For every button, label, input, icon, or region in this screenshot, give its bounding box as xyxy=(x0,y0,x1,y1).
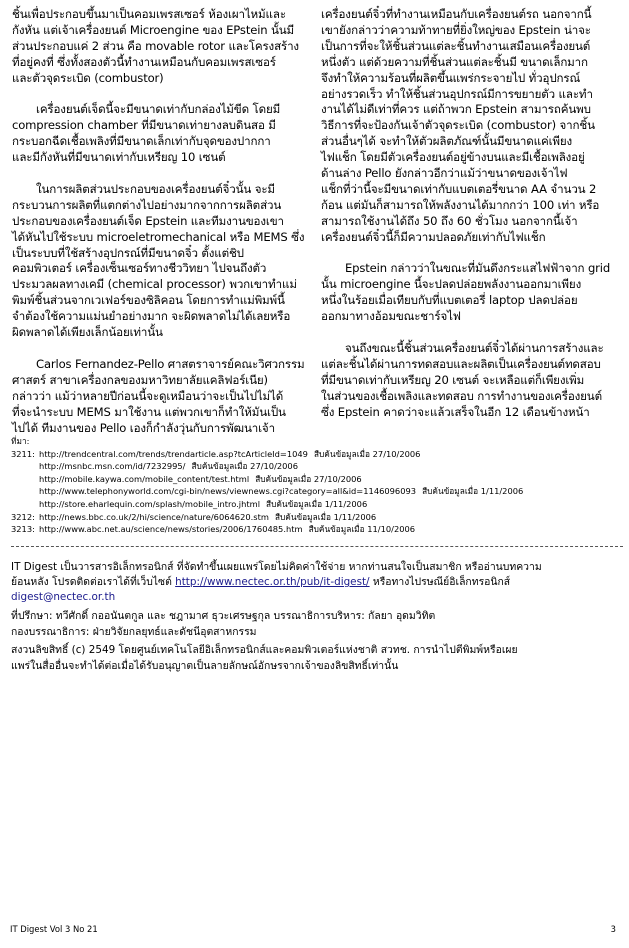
digest-contact-prefix: ย้อนหลัง โปรดติดต่อเราได้ที่เว็บไซต์ xyxy=(11,576,176,588)
article-line: ด้านล่าง Pello ยังกล่าวอีกว่าแม้ว่าขนาดของเจ้าไฟ xyxy=(321,166,568,181)
article-line: ประมวลผลทางเคมี (chemical processor) พวกเขาทำแม่ xyxy=(12,277,297,292)
article-line: เครื่องยนต์เจ็ดนี้จะมีขนาดเท่ากับกล่องไม้ขีด โดยมี xyxy=(36,102,281,117)
reference-url[interactable]: http://www.telephonyworld.com/cgi-bin/news/viewnews.cgi?category=all&id=1146096093 xyxy=(39,486,417,497)
digest-info xyxy=(11,560,623,605)
digest-email-link[interactable]: digest@nectec.or.th xyxy=(11,591,116,603)
references-list xyxy=(11,448,621,536)
article-line: ชิ้นเพื่อประกอบขึ้นมาเป็นคอมเพรสเซอร์ ห้องเผาไหม้และ xyxy=(12,7,286,21)
article-line: กล่าวว่า แม้ว่าหลายปีก่อนนี้จะดูเหมือนว่าจะเป็นไปไม่ได้ xyxy=(12,388,284,403)
article-line: ส่วนอื่นๆได้ จะทำให้ตัวผลิตภัณฑ์นั้นมีขนาดแค่เพียง xyxy=(321,134,573,149)
digest-contact-suffix: หรือทางไปรษณีย์อิเล็กทรอนิกส์ xyxy=(369,576,511,588)
article-line: ในการผลิตส่วนประกอบของเครื่องยนต์จิ๋วนั้น จะมี xyxy=(36,181,275,196)
reference-url[interactable]: http://trendcentral.com/trends/trendarticle.asp?tcArticleId=1049 xyxy=(39,448,308,459)
article-paragraph xyxy=(321,261,621,325)
article-line: ศาสตร์ สาขาเครื่องกลของมหาวิทยาลัยแคลิฟอร์เนีย) xyxy=(12,372,268,387)
article-paragraph xyxy=(12,182,310,341)
article-line: จึงทำให้ความร้อนที่ผลิตขึ้นแพร่กระจายไป ทั่วอุปกรณ์ xyxy=(321,70,581,85)
editorial-line: กองบรรณาธิการ: ฝ่ายวิจัยกลยุทธ์และดัชนีอุตสาหกรรม xyxy=(11,625,257,638)
footer-page-number: 3 xyxy=(610,924,616,934)
reference-entry xyxy=(11,460,621,473)
reference-entry xyxy=(11,473,621,486)
article-line: คอมพิวเตอร์ เครื่องเซ็นเซอร์ทางชีววิทยา ไปจนถึงตัว xyxy=(12,261,267,276)
references-section xyxy=(11,435,621,536)
article-line: เขายังกล่าวว่าความท้าทายที่ยิ่งใหญ่ของ Epstein น่าจะ xyxy=(321,22,591,37)
reference-entry xyxy=(11,498,621,511)
reference-url[interactable]: http://news.bbc.co.uk/2/hi/science/nature/6064620.stm xyxy=(39,511,269,522)
article-line: Carlos Fernandez-Pello ศาสตราจารย์คณะวิศวกรรม xyxy=(36,356,305,371)
article-line: ไปได้ ทีมงานของ Pello เองก็กำลังวุ่นกับการพัฒนาเจ้า xyxy=(12,420,275,435)
footer-publication: IT Digest Vol 3 No 21 xyxy=(10,924,98,934)
digest-contact-line xyxy=(11,575,623,590)
reference-url[interactable]: http://mobile.kaywa.com/mobile_content/test.html xyxy=(39,473,250,484)
reference-accessed-date: สืบค้นข้อมูลเมื่อ 1/11/2006 xyxy=(274,511,377,522)
digest-description: IT Digest เป็นวารสารอิเล็กทรอนิกส์ ที่จัดทำขึ้นเผยแพร่โดยไม่คิดค่าใช้จ่าย หากท่านสนใจเป็นสมาชิก หรืออ่านบทความ xyxy=(11,561,542,573)
reference-url[interactable]: http://store.eharlequin.com/splash/mobile_intro.jhtml xyxy=(39,498,261,509)
article-line: ที่จะนำระบบ MEMS มาใช้งาน แต่พวกเขาก็ทำให้มันเป็น xyxy=(12,404,286,419)
reference-accessed-date: สืบค้นข้อมูลเมื่อ 1/11/2006 xyxy=(422,486,524,497)
article-paragraph xyxy=(12,102,310,166)
copyright-line-1: สงวนลิขสิทธิ์ (c) 2549 โดยศูนย์เทคโนโลยีอิเล็กทรอนิกส์และคอมพิวเตอร์แห่งชาติ สวทช. การนำไปตีพิมพ์หรือเผย xyxy=(11,644,518,657)
article-line: ซึ่ง Epstein คาดว่าจะแล้วเสร็จในอีก 12 เดือนข้างหน้า xyxy=(321,404,590,419)
reference-accessed-date: สืบค้นข้อมูลเมื่อ 11/10/2006 xyxy=(308,524,416,535)
reference-entry xyxy=(11,485,621,498)
article-line: และตัวจุดระเบิด (combustor) xyxy=(12,70,164,85)
advisors-line: ที่ปรึกษา: ทวีศักดิ์ กออนันตกูล และ ชฎามาศ ธุวะเศรษฐกุล บรรณาธิการบริหาร: กัลยา อุดมวิทิต xyxy=(11,610,436,622)
article-line: จนถึงขณะนี้ชิ้นส่วนเครื่องยนต์จิ๋วได้ผ่านการสร้างและ xyxy=(345,341,604,355)
reference-accessed-date: สืบค้นข้อมูลเมื่อ 1/11/2006 xyxy=(266,498,368,509)
article-line: กังหัน แต่เจ้าเครื่องยนต์ Microengine ของ EPstein นั้นมี xyxy=(12,22,295,37)
article-paragraph xyxy=(321,341,621,421)
article-line: เป็นการที่จะให้ชิ้นส่วนแต่ละชิ้นทำงานเสมือนเครื่องยนต์ xyxy=(321,38,591,53)
article-line: งานได้ไม่ดีเท่าที่ควร แต่ถ้าพวก Epstein สามารถค้นพบ xyxy=(321,102,591,117)
reference-entry xyxy=(11,523,621,536)
article-line: และมีกังหันที่มีขนาดเท่ากับเหรียญ 10 เซนต์ xyxy=(12,150,226,165)
article-line: เครื่องยนต์จิ๋วที่ทำงานเหมือนกับเครื่องยนต์รถ นอกจากนี้ xyxy=(321,7,592,21)
reference-entry xyxy=(11,511,621,524)
reference-number: 3211: xyxy=(11,448,35,459)
article-paragraph xyxy=(321,7,621,246)
reference-accessed-date: สืบค้นข้อมูลเมื่อ 27/10/2006 xyxy=(313,448,421,459)
digest-website-link[interactable]: http://www.nectec.or.th/pub/it-digest/ xyxy=(175,576,370,588)
article-paragraph xyxy=(12,7,310,87)
article-line: ไฟแช็ก โดยมีตัวเครื่องยนต์อยู่ข้างบนและมีเชื้อเพลิงอยู่ xyxy=(321,150,585,165)
reference-number: 3213: xyxy=(11,524,35,535)
article-line: ประกอบของเครื่องยนต์เจ็ด Epstein และทีมงานของเขา xyxy=(12,213,284,228)
article-line: ส่วนประกอบแค่ 2 ส่วน คือ movable rotor และโครงสร้าง xyxy=(12,38,299,53)
article-line: กระบวนการผลิตที่แตกต่างไปอย่างมากจากการผลิตส่วน xyxy=(12,197,282,212)
article-paragraph xyxy=(12,357,310,437)
dashed-divider xyxy=(11,546,623,547)
article-line: ที่อยู่คงที่ ซึ่งทั้งสองตัวนี้ทำงานเหมือนกับคอมเพรสเซอร์ xyxy=(12,54,276,69)
article-line: เป็นระบบที่ใช้สร้างอุปกรณ์ที่มีขนาดจิ๋ว ตั้งแต่ชิป xyxy=(12,245,244,260)
article-line: อย่างรวดเร็ว ทำให้ชิ้นส่วนอุปกรณ์มีการขยายตัว และทำ xyxy=(321,86,593,101)
article-line: ออกมาทางอ้อมขณะชาร์จไฟ xyxy=(321,309,461,324)
article-line: ในส่วนของเชื้อเพลิงและทดสอบ การทำงานของเครื่องยนต์ xyxy=(321,388,602,403)
credits-section xyxy=(11,609,623,674)
reference-number: 3212: xyxy=(11,511,35,522)
article-line: วิธีการที่จะป้องกันเจ้าตัวจุดระเบิด (combustor) จากชิ้น xyxy=(321,118,595,133)
article-line: ก้อน แต่มันก็สามารถให้พลังงานได้มากกว่า 100 เท่า หรือ xyxy=(321,197,600,212)
article-line: จำต้องใช้ความแม่นยำอย่างมาก จะผิดพลาดไม่ได้เลยหรือ xyxy=(12,309,291,324)
article-line: แช็กที่ว่านี้จะมีขนาดเท่ากับแบตเตอรี่ขนาด AA จำนวน 2 xyxy=(321,181,597,196)
article-line: พิมพ์ชิ้นส่วนจากเวเฟอร์ของซิลิคอน โดยการทำแม่พิมพ์นี้ xyxy=(12,293,285,308)
article-line: เครื่องยนต์จิ๋วนี้ก็มีความปลอดภัยเท่ากับไฟแช็ก xyxy=(321,229,546,244)
copyright-line-2: แพร่ในสื่ออื่นจะทำได้ต่อเมื่อได้รับอนุญาตเป็นลายลักษณ์อักษรจากเจ้าของลิขสิทธิ์เท่านั้น xyxy=(11,659,399,672)
article-line: Epstein กล่าวว่าในขณะที่มันดึงกระแสไฟฟ้าจาก grid xyxy=(345,261,611,276)
article-line: ได้หันไปใช้ระบบ microeletromechanical หรือ MEMS ซึ่ง xyxy=(12,229,305,244)
article-line: ที่มีขนาดเท่ากับเหรียญ 20 เซนต์ จะเหลือแต่ก็เพียงเพิ่ม xyxy=(321,372,585,387)
reference-accessed-date: สืบค้นข้อมูลเมื่อ 27/10/2006 xyxy=(255,473,362,484)
references-label: ที่มา: xyxy=(11,436,30,446)
reference-entry xyxy=(11,448,621,461)
article-line: หนึ่งตัว แต่ด้วยความที่ชิ้นส่วนแต่ละชิ้นมี ขนาดเล็กมาก xyxy=(321,54,588,69)
reference-url[interactable]: http://msnbc.msn.com/id/7232995/ xyxy=(39,461,186,472)
article-line: ผิดพลาดได้เพียงเล็กน้อยเท่านั้น xyxy=(12,325,163,340)
article-left-column xyxy=(12,7,310,452)
article-line: นั้น microengine นี้จะปลดปล่อยพลังงานออกมาเพียง xyxy=(321,277,582,292)
article-line: หนึ่งในร้อยเมื่อเทียบกับที่แบตเตอรี่ laptop ปลดปล่อย xyxy=(321,293,578,308)
reference-accessed-date: สืบค้นข้อมูลเมื่อ 27/10/2006 xyxy=(191,461,298,472)
reference-url[interactable]: http://www.abc.net.au/science/news/stories/2006/1760485.htm xyxy=(39,524,303,535)
article-line: กระบอกฉีดเชื้อเพลิงที่มีขนาดเล็กเท่ากับจุดของปากกา xyxy=(12,134,271,149)
article-line: แต่ละชิ้นได้ผ่านการทดสอบและผลิตเป็นเครื่องยนต์ทดสอบ xyxy=(321,356,601,371)
article-right-column xyxy=(321,7,621,436)
article-line: สามารถใช้งานได้ถึง 50 ถึง 60 ชั่วโมง นอกจากนี้เจ้า xyxy=(321,213,578,228)
article-line: compression chamber ที่มีขนาดเท่ายางลบดินสอ มี xyxy=(12,118,276,133)
